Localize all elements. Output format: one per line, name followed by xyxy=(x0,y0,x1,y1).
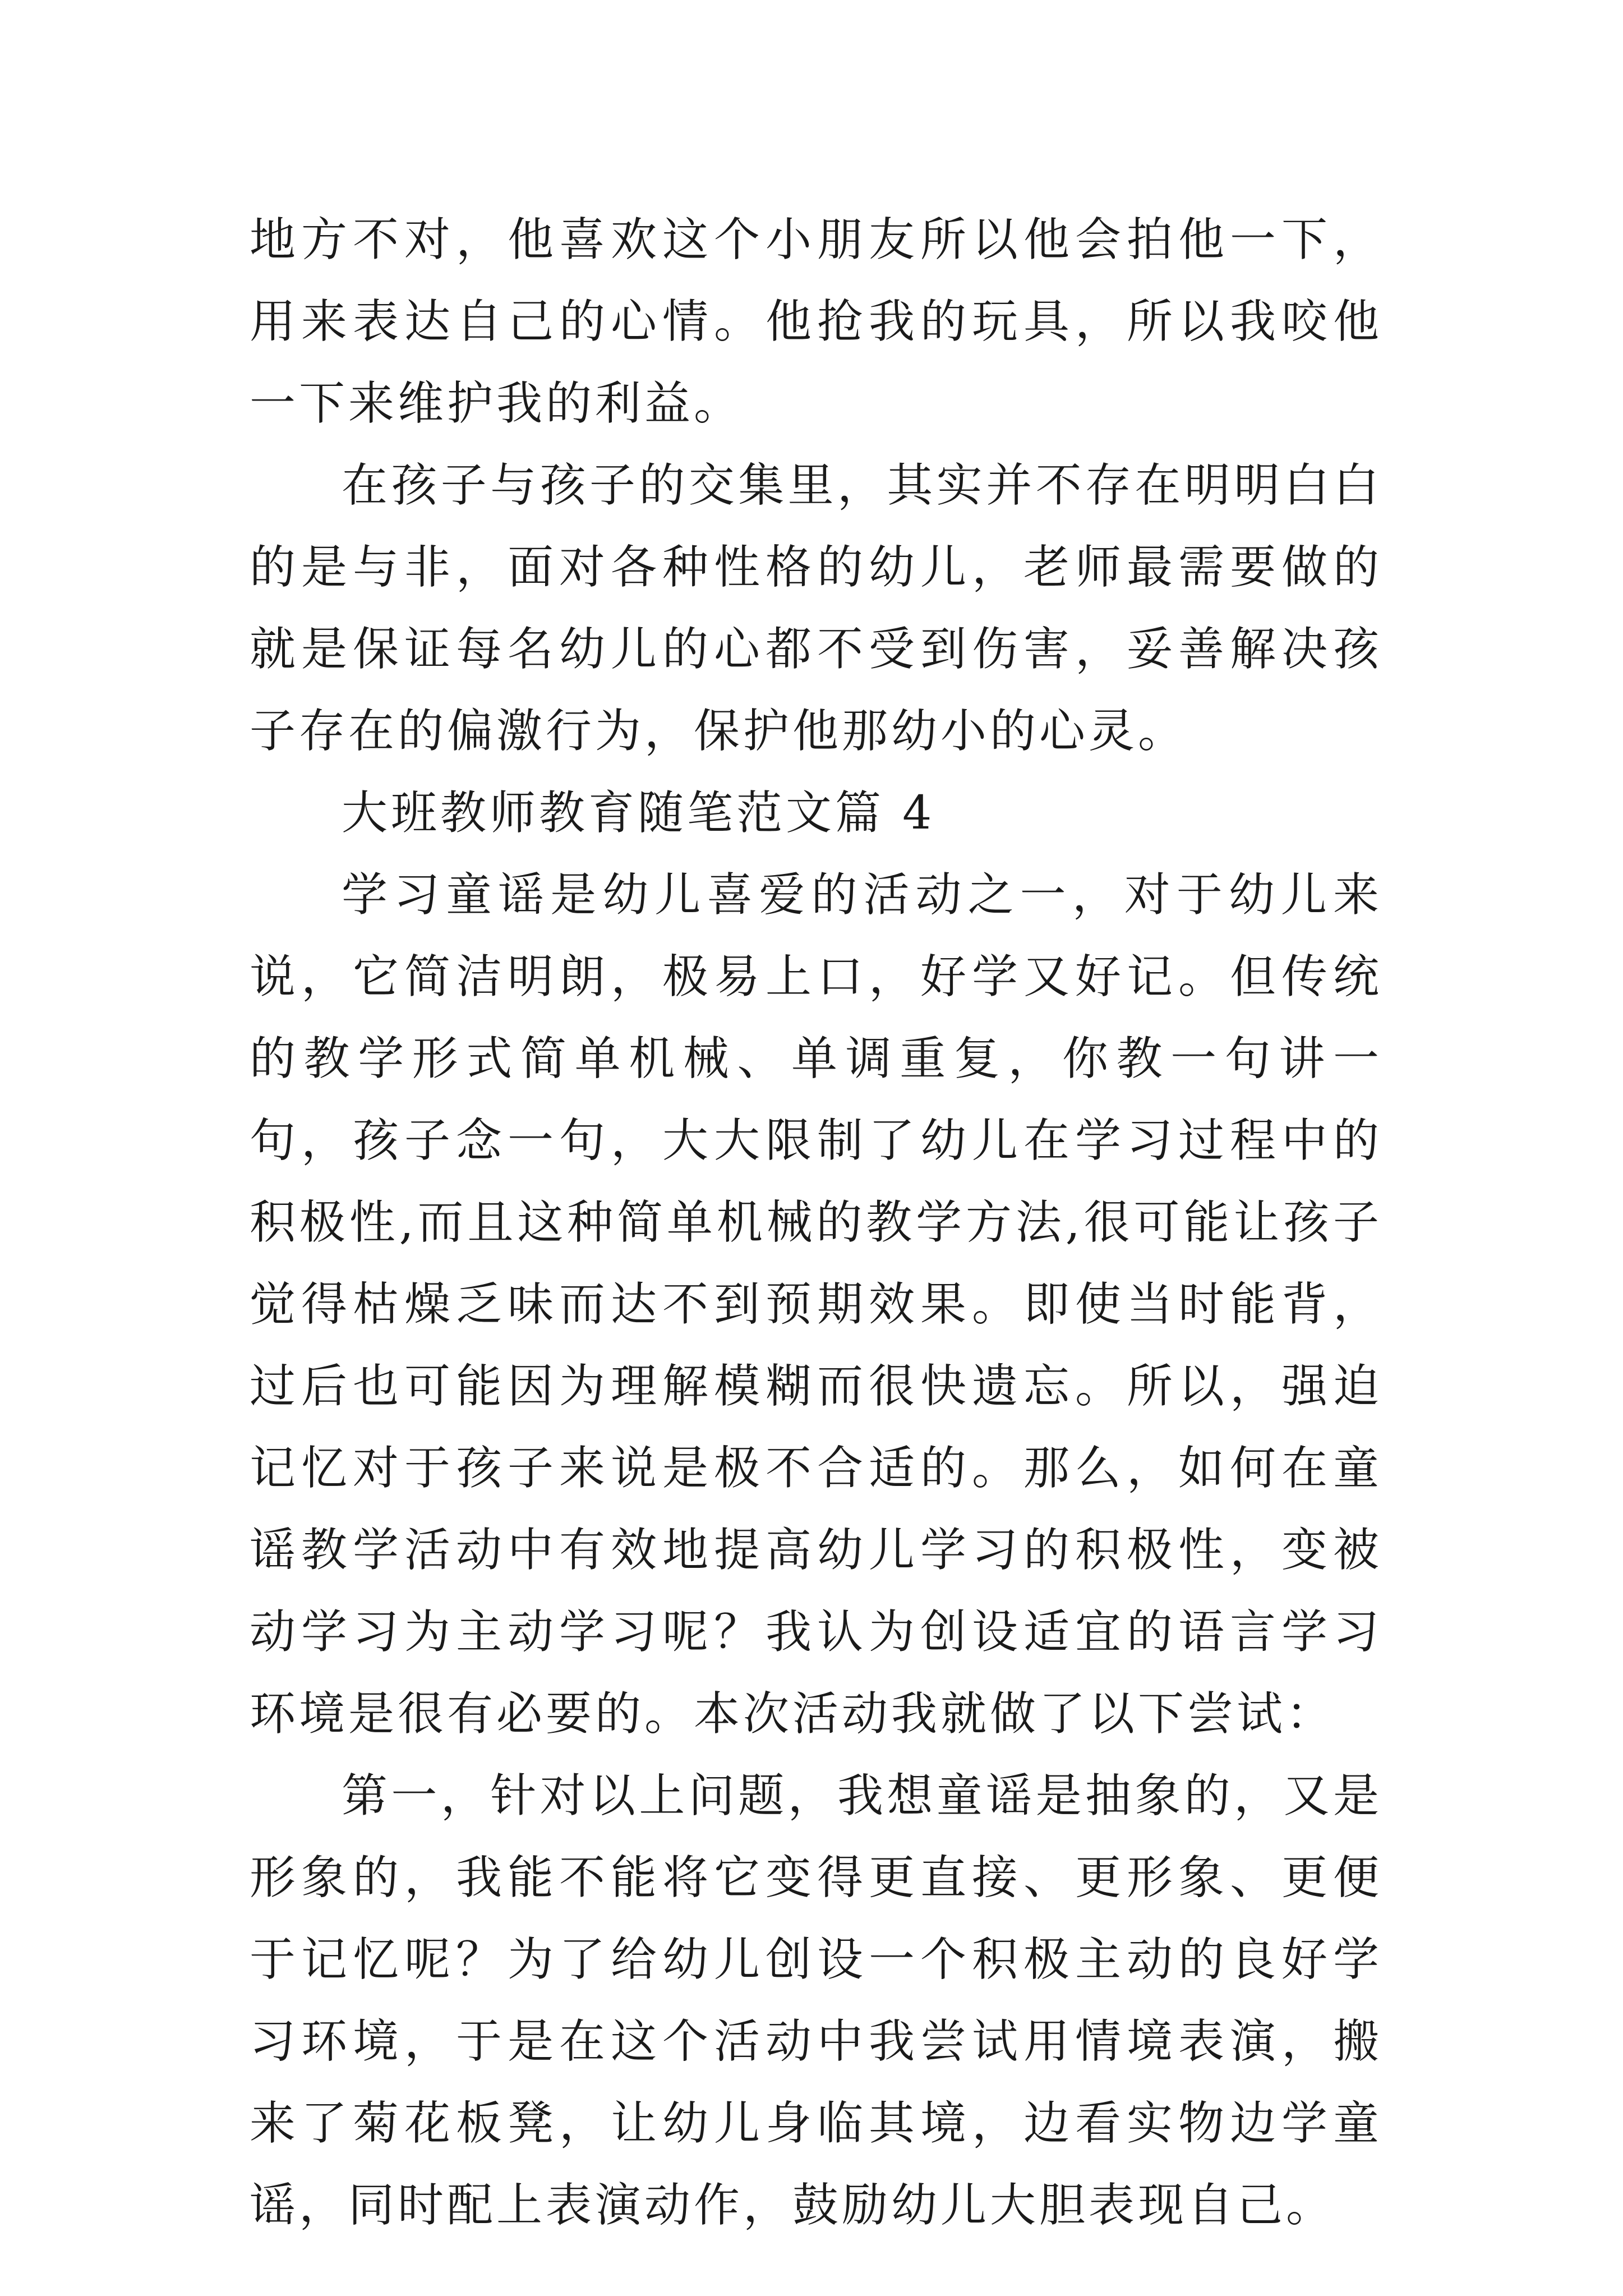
paragraph-conflict-reflection: 在孩子与孩子的交集里，其实并不存在明明白白的是与非，面对各种性格的幼儿，老师最需要做的就是保证每名幼儿的心都不受到伤害，妥善解决孩子存在的偏激行为，保护他那幼小的心灵。 xyxy=(250,459,1382,758)
paragraph-continued: 地方不对，他喜欢这个小朋友所以他会拍他一下，用来表达自己的心情。他抢我的玩具，所以我咬他一下来维护我的利益。 xyxy=(250,213,1382,430)
section-heading: 大班教师教育随笔范文篇 4 xyxy=(342,786,935,840)
paragraph-nursery-rhymes: 学习童谣是幼儿喜爱的活动之一，对于幼儿来说，它简洁明朗，极易上口，好学又好记。但传统的教学形式简单机械、单调重复，你教一句讲一句，孩子念一句，大大限制了幼儿在学习过程中的积极性,而且这种简单机械的教学方法,很可能让孩子觉得枯燥乏味而达不到预期效果。即使当时能背，过后也可能因为理解模糊而很快遗忘。所以，强迫记忆对于孩子来说是极不合适的。那么，如何在童谣教学活动中有效地提高幼儿学习的积极性，变被动学习为主动学习呢？我认为创设适宜的语言学习环境是很有必要的。本次活动我就做了以下尝试： xyxy=(250,868,1382,1741)
paragraph-first-attempt: 第一，针对以上问题，我想童谣是抽象的，又是形象的，我能不能将它变得更直接、更形象、更便于记忆呢？为了给幼儿创设一个积极主动的良好学习环境，于是在这个活动中我尝试用情境表演，搬来了菊花板凳，让幼儿身临其境，边看实物边学童谣，同时配上表演动作，鼓励幼儿大胆表现自己。 xyxy=(250,1769,1382,2232)
document-body xyxy=(250,199,1382,2247)
